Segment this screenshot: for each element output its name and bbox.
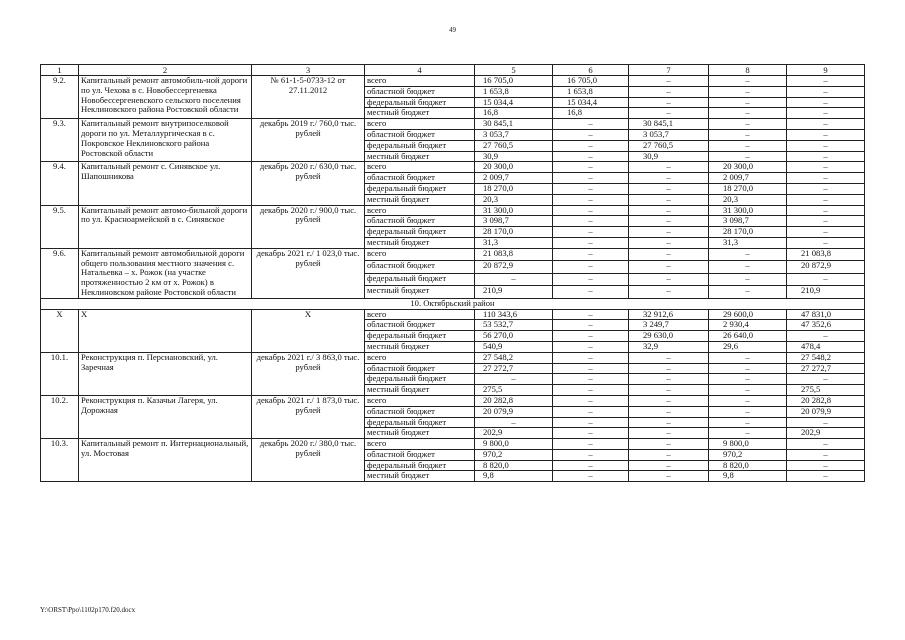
page-number: 49 — [449, 26, 456, 34]
item-number-cell: 10.2. — [41, 395, 79, 438]
project-doc-cell: декабрь 2019 г./ 760,0 тыс. рублей — [252, 119, 365, 162]
value-cell: 20 300,0 — [475, 162, 553, 173]
value-cell: – — [787, 183, 865, 194]
value-cell: – — [629, 363, 709, 374]
value-cell: – — [553, 129, 629, 140]
value-cell: – — [709, 363, 787, 374]
value-cell: – — [553, 162, 629, 173]
value-cell: – — [553, 417, 629, 428]
table-row — [41, 309, 865, 320]
funding-source-cell: федеральный бюджет — [365, 374, 475, 385]
value-cell: – — [709, 273, 787, 285]
value-cell: 20 079,9 — [475, 406, 553, 417]
value-cell: – — [629, 162, 709, 173]
value-cell: – — [629, 108, 709, 119]
value-cell: – — [629, 237, 709, 248]
project-doc-cell: декабрь 2020 г./ 900,0 тыс. рублей — [252, 205, 365, 248]
value-cell: 15 034,4 — [475, 97, 553, 108]
value-cell: – — [709, 352, 787, 363]
project-doc-cell: декабрь 2020 г./ 380,0 тыс. рублей — [252, 439, 365, 482]
value-cell: 110 343,6 — [475, 309, 553, 320]
value-cell: – — [553, 273, 629, 285]
item-number-cell: 10.1. — [41, 352, 79, 395]
value-cell: 3 249,7 — [629, 320, 709, 331]
value-cell: 2 009,7 — [475, 173, 553, 184]
funding-source-cell: местный бюджет — [365, 151, 475, 162]
value-cell: – — [553, 119, 629, 130]
value-cell: – — [629, 352, 709, 363]
object-name-cell: Реконструкция п. Казачьи Лагеря, ул. Дорожная — [79, 395, 252, 438]
value-cell: 2 930,4 — [709, 320, 787, 331]
value-cell: – — [787, 140, 865, 151]
value-cell: – — [709, 76, 787, 87]
value-cell: 15 034,4 — [553, 97, 629, 108]
value-cell: – — [787, 439, 865, 450]
value-cell: – — [475, 417, 553, 428]
value-cell: 16 705,0 — [553, 76, 629, 87]
value-cell: 27 760,5 — [629, 140, 709, 151]
value-cell: – — [709, 97, 787, 108]
value-cell: 27 272,7 — [475, 363, 553, 374]
value-cell: 31,3 — [475, 237, 553, 248]
value-cell: 30,9 — [475, 151, 553, 162]
value-cell: 28 170,0 — [709, 227, 787, 238]
value-cell: 210,9 — [787, 286, 865, 299]
value-cell: – — [553, 341, 629, 352]
item-number-cell: 10.3. — [41, 439, 79, 482]
object-name-cell: Капитальный ремонт внутрипоселковой дороги по ул. Металлургическая в с. Покровское Неклиновского района Ростовской области — [79, 119, 252, 162]
value-cell: 478,4 — [787, 341, 865, 352]
value-cell: 31 300,0 — [709, 205, 787, 216]
value-cell: – — [553, 183, 629, 194]
value-cell: – — [787, 227, 865, 238]
value-cell: – — [787, 194, 865, 205]
value-cell: 16,8 — [553, 108, 629, 119]
value-cell: – — [709, 248, 787, 260]
value-cell: 47 831,0 — [787, 309, 865, 320]
funding-source-cell: областной бюджет — [365, 449, 475, 460]
column-number-cell: 2 — [79, 65, 252, 76]
value-cell: 540,9 — [475, 341, 553, 352]
column-number-row — [41, 65, 865, 76]
funding-source-cell: областной бюджет — [365, 129, 475, 140]
value-cell: – — [709, 108, 787, 119]
value-cell: – — [629, 194, 709, 205]
value-cell: – — [553, 439, 629, 450]
value-cell: – — [787, 216, 865, 227]
value-cell: – — [787, 374, 865, 385]
value-cell: – — [553, 216, 629, 227]
value-cell: – — [553, 194, 629, 205]
table-row — [41, 119, 865, 130]
value-cell: 30 845,1 — [629, 119, 709, 130]
value-cell: – — [629, 183, 709, 194]
value-cell: – — [629, 406, 709, 417]
value-cell: – — [553, 352, 629, 363]
funding-source-cell: федеральный бюджет — [365, 140, 475, 151]
table-row — [41, 352, 865, 363]
value-cell: – — [553, 406, 629, 417]
column-number-cell: 1 — [41, 65, 79, 76]
value-cell: – — [787, 108, 865, 119]
value-cell: 9 800,0 — [475, 439, 553, 450]
object-name-cell: Капитальный ремонт п. Интернациональный, ул. Мостовая — [79, 439, 252, 482]
funding-source-cell: федеральный бюджет — [365, 331, 475, 342]
value-cell: – — [629, 97, 709, 108]
value-cell: – — [553, 173, 629, 184]
value-cell: – — [629, 460, 709, 471]
value-cell: – — [475, 273, 553, 285]
value-cell: – — [629, 261, 709, 273]
value-cell: – — [709, 261, 787, 273]
object-name-cell: Капитальный ремонт автомобильной дороги общего пользования местного значения с. Натальевка – х. Рожок (на участке протяженностью 2 км от х. Рожок) в Неклиновском районе Ростовской области — [79, 248, 252, 298]
value-cell: – — [787, 273, 865, 285]
value-cell: – — [709, 428, 787, 439]
value-cell: – — [553, 205, 629, 216]
object-name-cell: Капитальный ремонт с. Синявское ул. Шапошникова — [79, 162, 252, 205]
value-cell: – — [787, 97, 865, 108]
value-cell: 9,8 — [709, 471, 787, 482]
value-cell: 970,2 — [475, 449, 553, 460]
value-cell: – — [709, 129, 787, 140]
value-cell: – — [553, 460, 629, 471]
value-cell: – — [787, 119, 865, 130]
object-name-cell: Х — [79, 309, 252, 352]
value-cell: 32,9 — [629, 341, 709, 352]
value-cell: – — [787, 460, 865, 471]
value-cell: – — [553, 151, 629, 162]
funding-source-cell: федеральный бюджет — [365, 460, 475, 471]
value-cell: 28 170,0 — [475, 227, 553, 238]
column-number-cell: 3 — [252, 65, 365, 76]
value-cell: – — [787, 151, 865, 162]
value-cell: 29,6 — [709, 341, 787, 352]
funding-source-cell: всего — [365, 395, 475, 406]
value-cell: 21 083,8 — [787, 248, 865, 260]
value-cell: 21 083,8 — [475, 248, 553, 260]
value-cell: 9,8 — [475, 471, 553, 482]
value-cell: 29 630,0 — [629, 331, 709, 342]
funding-source-cell: областной бюджет — [365, 363, 475, 374]
value-cell: 26 640,0 — [709, 331, 787, 342]
value-cell: – — [553, 385, 629, 396]
object-name-cell: Реконструкция п. Персиановский, ул. Заречная — [79, 352, 252, 395]
value-cell: – — [553, 395, 629, 406]
value-cell: 275,5 — [475, 385, 553, 396]
value-cell: – — [629, 248, 709, 260]
value-cell: 210,9 — [475, 286, 553, 299]
value-cell: – — [787, 129, 865, 140]
value-cell: 27 548,2 — [787, 352, 865, 363]
value-cell: – — [709, 86, 787, 97]
funding-source-cell: местный бюджет — [365, 194, 475, 205]
column-number-cell: 7 — [629, 65, 709, 76]
table-row — [41, 248, 865, 260]
value-cell: – — [629, 385, 709, 396]
value-cell: – — [709, 406, 787, 417]
value-cell: – — [787, 205, 865, 216]
value-cell: – — [553, 248, 629, 260]
value-cell: 3 098,7 — [709, 216, 787, 227]
funding-source-cell: местный бюджет — [365, 341, 475, 352]
value-cell: – — [553, 374, 629, 385]
item-number-cell: 9.2. — [41, 76, 79, 119]
value-cell: 31 300,0 — [475, 205, 553, 216]
value-cell: – — [629, 417, 709, 428]
item-number-cell: 9.6. — [41, 248, 79, 298]
value-cell: 3 098,7 — [475, 216, 553, 227]
value-cell: 20 872,9 — [787, 261, 865, 273]
value-cell: – — [709, 395, 787, 406]
project-doc-cell: № 61-1-5-0733-12 от 27.11.2012 — [252, 76, 365, 119]
funding-source-cell: всего — [365, 439, 475, 450]
value-cell: – — [629, 471, 709, 482]
item-number-cell: 9.5. — [41, 205, 79, 248]
item-number-cell: Х — [41, 309, 79, 352]
table-row — [41, 439, 865, 450]
object-name-cell: Капитальный ремонт автомобиль-ной дороги по ул. Чехова в с. Новобессергеневка Новобессергеневского сельского поселения Неклиновского района Ростовской области — [79, 76, 252, 119]
value-cell: – — [629, 374, 709, 385]
item-number-cell: 9.4. — [41, 162, 79, 205]
funding-source-cell: местный бюджет — [365, 428, 475, 439]
value-cell: 9 800,0 — [709, 439, 787, 450]
value-cell: – — [553, 237, 629, 248]
value-cell: 32 912,6 — [629, 309, 709, 320]
value-cell: 16,8 — [475, 108, 553, 119]
object-name-cell: Капитальный ремонт автомо-бильной дороги по ул. Красноармейской в с. Синявское — [79, 205, 252, 248]
value-cell: – — [787, 471, 865, 482]
value-cell: – — [553, 261, 629, 273]
funding-source-cell: областной бюджет — [365, 173, 475, 184]
funding-source-cell: федеральный бюджет — [365, 273, 475, 285]
funding-source-cell: местный бюджет — [365, 385, 475, 396]
table-row — [41, 395, 865, 406]
project-doc-cell: Х — [252, 309, 365, 352]
value-cell: 56 270,0 — [475, 331, 553, 342]
value-cell: – — [787, 162, 865, 173]
value-cell: – — [787, 86, 865, 97]
value-cell: 53 532,7 — [475, 320, 553, 331]
value-cell: – — [787, 331, 865, 342]
value-cell: – — [629, 439, 709, 450]
value-cell: 29 600,0 — [709, 309, 787, 320]
item-number-cell: 9.3. — [41, 119, 79, 162]
value-cell: 1 653,8 — [553, 86, 629, 97]
column-number-cell: 9 — [787, 65, 865, 76]
value-cell: 20 079,9 — [787, 406, 865, 417]
value-cell: – — [553, 320, 629, 331]
value-cell: 47 352,6 — [787, 320, 865, 331]
value-cell: – — [787, 237, 865, 248]
value-cell: – — [553, 428, 629, 439]
funding-source-cell: федеральный бюджет — [365, 417, 475, 428]
funding-source-cell: всего — [365, 162, 475, 173]
value-cell: 27 272,7 — [787, 363, 865, 374]
district-header-row — [41, 298, 865, 309]
project-doc-cell: декабрь 2021 г./ 3 863,0 тыс. рублей — [252, 352, 365, 395]
funding-source-cell: местный бюджет — [365, 108, 475, 119]
value-cell: – — [709, 417, 787, 428]
value-cell: 2 009,7 — [709, 173, 787, 184]
table-row — [41, 205, 865, 216]
value-cell: – — [787, 449, 865, 460]
value-cell: – — [553, 227, 629, 238]
funding-source-cell: всего — [365, 205, 475, 216]
value-cell: – — [709, 385, 787, 396]
value-cell: – — [553, 363, 629, 374]
value-cell: 18 270,0 — [475, 183, 553, 194]
funding-source-cell: федеральный бюджет — [365, 97, 475, 108]
value-cell: – — [787, 417, 865, 428]
project-doc-cell: декабрь 2021 г./ 1 873,0 тыс. рублей — [252, 395, 365, 438]
table-row — [41, 76, 865, 87]
value-cell: 970,2 — [709, 449, 787, 460]
value-cell: – — [629, 173, 709, 184]
value-cell: 8 820,0 — [709, 460, 787, 471]
value-cell: – — [709, 140, 787, 151]
value-cell: 8 820,0 — [475, 460, 553, 471]
funding-source-cell: областной бюджет — [365, 261, 475, 273]
funding-source-cell: областной бюджет — [365, 86, 475, 97]
value-cell: – — [629, 227, 709, 238]
value-cell: – — [709, 286, 787, 299]
value-cell: 27 548,2 — [475, 352, 553, 363]
value-cell: – — [709, 119, 787, 130]
value-cell: – — [629, 395, 709, 406]
value-cell: – — [629, 273, 709, 285]
value-cell: – — [629, 216, 709, 227]
value-cell: – — [553, 471, 629, 482]
value-cell: 202,9 — [787, 428, 865, 439]
funding-source-cell: местный бюджет — [365, 237, 475, 248]
value-cell: – — [709, 151, 787, 162]
value-cell: 30 845,1 — [475, 119, 553, 130]
column-number-cell: 4 — [365, 65, 475, 76]
funding-source-cell: всего — [365, 309, 475, 320]
funding-source-cell: областной бюджет — [365, 216, 475, 227]
value-cell: – — [553, 331, 629, 342]
funding-source-cell: всего — [365, 119, 475, 130]
funding-source-cell: областной бюджет — [365, 320, 475, 331]
value-cell: 18 270,0 — [709, 183, 787, 194]
column-number-cell: 5 — [475, 65, 553, 76]
value-cell: 20,3 — [709, 194, 787, 205]
funding-source-cell: местный бюджет — [365, 286, 475, 299]
project-doc-cell: декабрь 2021 г./ 1 023,0 тыс. рублей — [252, 248, 365, 298]
column-number-cell: 6 — [553, 65, 629, 76]
value-cell: 20 282,8 — [475, 395, 553, 406]
value-cell: – — [787, 76, 865, 87]
value-cell: 202,9 — [475, 428, 553, 439]
budget-table — [40, 64, 865, 482]
value-cell: – — [629, 449, 709, 460]
value-cell: 20,3 — [475, 194, 553, 205]
funding-source-cell: федеральный бюджет — [365, 227, 475, 238]
project-doc-cell: декабрь 2020 г./ 630,0 тыс. рублей — [252, 162, 365, 205]
value-cell: – — [553, 286, 629, 299]
value-cell: – — [475, 374, 553, 385]
value-cell: 16 705,0 — [475, 76, 553, 87]
value-cell: 20 282,8 — [787, 395, 865, 406]
value-cell: 1 653,8 — [475, 86, 553, 97]
value-cell: – — [553, 449, 629, 460]
district-title: 10. Октябрьский район — [41, 298, 865, 309]
funding-source-cell: всего — [365, 248, 475, 260]
value-cell: – — [629, 286, 709, 299]
funding-source-cell: областной бюджет — [365, 406, 475, 417]
value-cell: – — [787, 173, 865, 184]
value-cell: 30,9 — [629, 151, 709, 162]
value-cell: – — [629, 205, 709, 216]
value-cell: 20 872,9 — [475, 261, 553, 273]
value-cell: – — [629, 428, 709, 439]
value-cell: 275,5 — [787, 385, 865, 396]
value-cell: – — [553, 309, 629, 320]
value-cell: 3 053,7 — [629, 129, 709, 140]
value-cell: – — [709, 374, 787, 385]
funding-source-cell: всего — [365, 352, 475, 363]
value-cell: 20 300,0 — [709, 162, 787, 173]
value-cell: 31,3 — [709, 237, 787, 248]
funding-source-cell: местный бюджет — [365, 471, 475, 482]
value-cell: 27 760,5 — [475, 140, 553, 151]
funding-source-cell: федеральный бюджет — [365, 183, 475, 194]
value-cell: 3 053,7 — [475, 129, 553, 140]
file-path-footer: Y:\ORST\Ppo\1102p170.f20.docx — [40, 606, 136, 614]
column-number-cell: 8 — [709, 65, 787, 76]
funding-source-cell: всего — [365, 76, 475, 87]
value-cell: – — [629, 76, 709, 87]
table-row — [41, 162, 865, 173]
value-cell: – — [553, 140, 629, 151]
value-cell: – — [629, 86, 709, 97]
